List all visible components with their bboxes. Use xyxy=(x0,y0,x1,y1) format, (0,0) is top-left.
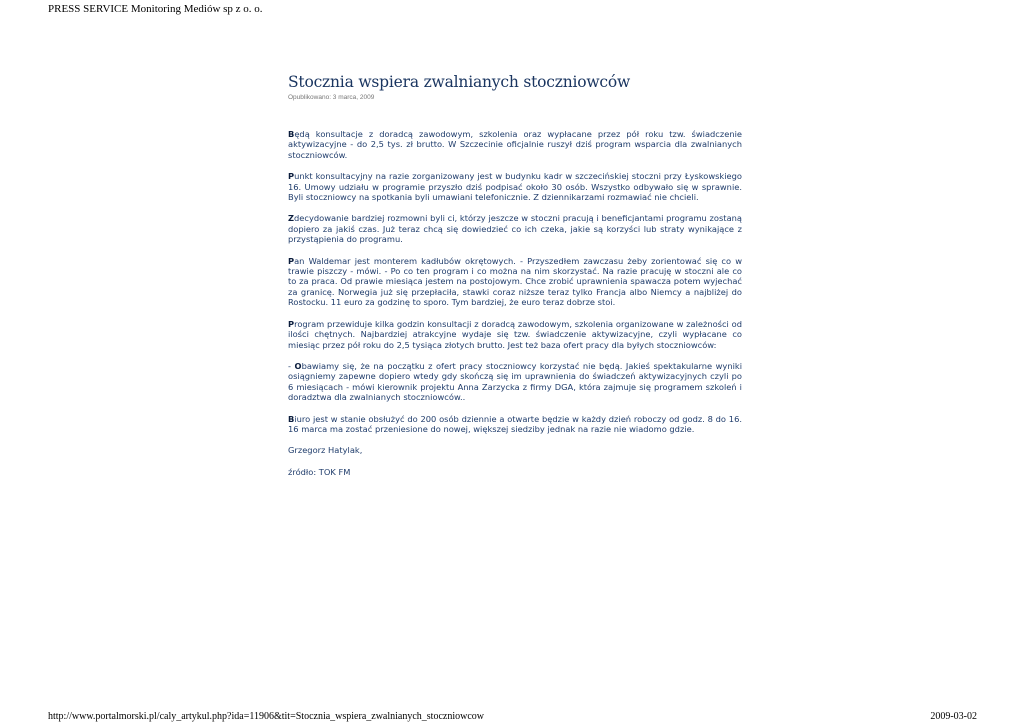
paragraph-text: an Waldemar jest monterem kadłubów okrętowych. - Przyszedłem zawczasu żeby zorientować się co w trawie piszczy - mówi. - Po co ten program i co można na nim skorzystać. Na razie pracuję w stoczni ale co to za praca. Od prawie miesiąca jestem na postojowym. Chce zrobić uprawnienia spawacza potem wyjechać za granicę. Norwegia już się przepłaciła, stawki coraz niższe teraz tylko Francja albo Niemcy a najbliżej do Rostocku. 11 euro za godzinę to sporo. Tym bardziej, że euro teraz dobrze stoi. xyxy=(288,255,742,308)
paragraph-lead-letter: O xyxy=(294,360,302,371)
paragraph-text: iuro jest w stanie obsłużyć do 200 osób dziennie a otwarte będzie w każdy dzień roboczy od godz. 8 do 16. 16 marca ma zostać przeniesione do nowej, większej siedziby jednak na razie nie wiadomo gdzie. xyxy=(288,413,742,434)
paragraph-2 xyxy=(288,171,742,202)
article-body xyxy=(288,129,742,477)
paragraph-text: decydowanie bardziej rozmowni byli ci, którzy jeszcze w stoczni pracują i beneficjantami programu zostaną dopiero za jakiś czas. Już teraz chcą się dowiedzieć co ich czeka, jakie są korzyści lub straty wynikające z przystąpienia do programu. xyxy=(288,213,742,245)
print-header-org: PRESS SERVICE Monitoring Mediów sp z o. o. xyxy=(48,3,263,15)
article-title: Stocznia wspiera zwalnianych stoczniowców xyxy=(288,73,631,91)
print-footer-date: 2009-03-02 xyxy=(930,711,977,722)
paragraph-7 xyxy=(288,414,742,435)
paragraph-text: ędą konsultacje z doradcą zawodowym, szkolenia oraz wypłacane przez pół roku tzw. świadczenie aktywizacyjne - do 2,5 tys. zł brutto. W Szczecinie oficjalnie ruszył dziś program wsparcia dla zwalnianych stoczniowców. xyxy=(288,129,742,160)
paragraph-6 xyxy=(288,361,742,403)
paragraph-lead-letter: P xyxy=(288,255,295,266)
paragraph-text: unkt konsultacyjny na razie zorganizowany jest w budynku kadr w szczecińskiej stoczni przy Łyskowskiego 16. Umowy udziału w programie przyszło dziś podpisać około 30 osób. Wszystko odbywało się w sprawnie. Byli stoczniowcy na spotkania byli umawiani telefonicznie. Z dziennikarzami rozmawiać nie chcieli. xyxy=(288,171,742,203)
paragraph-lead-letter: B xyxy=(288,413,295,424)
article xyxy=(288,72,742,488)
paragraph-text: bawiamy się, że na początku z ofert pracy stoczniowcy korzystać nie będą. Jakieś spektakularne wyniki osiągniemy zapewne dopiero wtedy gdy skończą się im uprawnienia do świadczeń aktywizacyjnych czyli po 6 miesiącach - mówi kierownik projektu Anna Zarzycka z firmy DGA, która zajmuje się programem szkoleń i doradztwa dla zwalnianych stoczniowców.. xyxy=(288,360,742,403)
print-footer-url: http://www.portalmorski.pl/caly_artykul.php?ida=11906&tit=Stocznia_wspiera_zwalnianych_stoczniowcow xyxy=(48,711,484,722)
paragraph-lead-letter: Z xyxy=(288,213,295,224)
paragraph-5 xyxy=(288,319,742,350)
paragraph-lead-letter: B xyxy=(288,129,295,139)
paragraph-1 xyxy=(288,129,742,160)
paragraph-prefix: - xyxy=(288,360,295,371)
paragraph-4 xyxy=(288,256,742,308)
source: źródło: TOK FM xyxy=(288,466,351,477)
paragraph-3 xyxy=(288,213,742,244)
paragraph-lead-letter: P xyxy=(288,171,295,182)
paragraph-text: rogram przewiduje kilka godzin konsultacji z doradcą zawodowym, szkolenia organizowane w zależności od ilości chętnych. Najbardziej atrakcyjne wydaje się tzw. świadczenie aktywizacyjne, czyli wypłacane co miesiąc przez pół roku do 2,5 tysiąca złotych brutto. Jest też baza ofert pracy dla byłych stoczniowców: xyxy=(288,318,742,350)
published-date: Opublikowano: 3 marca, 2009 xyxy=(288,94,375,101)
paragraph-lead-letter: P xyxy=(288,318,295,329)
author: Grzegorz Hatylak, xyxy=(288,445,363,456)
